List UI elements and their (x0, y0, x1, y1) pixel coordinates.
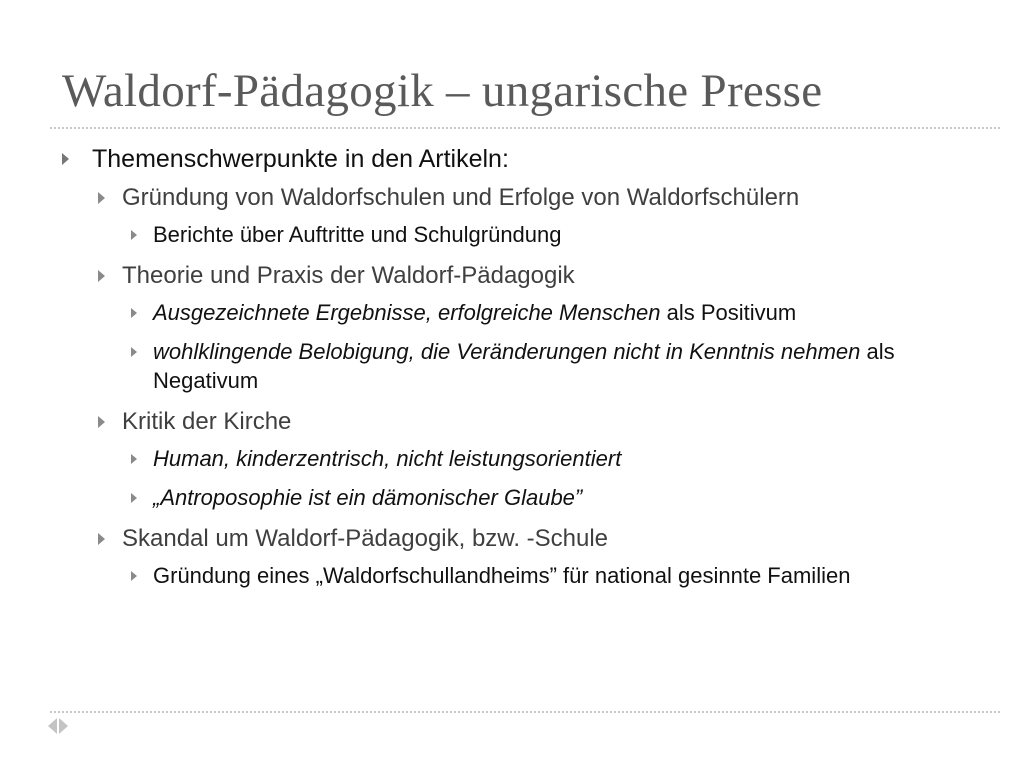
bullet-text: Kritik der Kirche (122, 408, 292, 435)
triangle-bullet-icon (131, 493, 137, 503)
bullet-level-1 (60, 143, 1000, 175)
bullet-list (60, 143, 1000, 600)
bullet-level-2 (92, 181, 1000, 214)
bullet-text: „Antroposophie ist ein dämonischer Glaube” (153, 485, 583, 510)
bullet-level-3 (122, 483, 1000, 512)
bullet-level-3 (122, 337, 1000, 395)
triangle-bullet-icon (131, 347, 137, 357)
nav-prev-icon[interactable] (48, 718, 57, 734)
slide-nav-arrows-icon[interactable] (48, 718, 68, 734)
bullet-text: Gründung von Waldorfschulen und Erfolge von Waldorfschülern (122, 184, 800, 211)
bullet-text: Gründung eines „Waldorfschullandheims” für national gesinnte Familien (153, 563, 851, 588)
slide-title: Waldorf-Pädagogik – ungarische Presse (62, 65, 823, 117)
bullet-text: Berichte über Auftritte und Schulgründung (153, 222, 562, 247)
triangle-bullet-icon (131, 230, 137, 240)
bullet-level-3 (122, 444, 1000, 473)
title-divider (50, 127, 1000, 129)
bullet-text: als Positivum (660, 300, 797, 325)
footer-divider (50, 711, 1000, 713)
bullet-text: Themenschwerpunkte in den Artikeln: (92, 145, 509, 173)
bullet-level-3 (122, 298, 1000, 327)
bullet-text: Skandal um Waldorf-Pädagogik, bzw. -Schule (122, 525, 609, 552)
bullet-level-2 (92, 522, 1000, 555)
bullet-level-2 (92, 259, 1000, 292)
triangle-bullet-icon (98, 533, 105, 545)
bullet-text: Human, kinderzentrisch, nicht leistungsorientiert (153, 446, 622, 471)
triangle-bullet-icon (98, 270, 105, 282)
bullet-level-3 (122, 561, 1000, 590)
triangle-bullet-icon (131, 308, 137, 318)
nav-next-icon[interactable] (59, 718, 68, 734)
triangle-bullet-icon (98, 416, 105, 428)
triangle-bullet-icon (62, 153, 69, 165)
bullet-text: als Negativum (153, 339, 895, 393)
bullet-text: wohlklingende Belobigung, die Veränderungen nicht in Kenntnis nehmen (153, 339, 861, 364)
triangle-bullet-icon (131, 571, 137, 581)
triangle-bullet-icon (131, 454, 137, 464)
bullet-level-3 (122, 220, 1000, 249)
bullet-text: Theorie und Praxis der Waldorf-Pädagogik (122, 262, 575, 289)
bullet-text: Ausgezeichnete Ergebnisse, erfolgreiche Menschen (153, 300, 661, 325)
bullet-level-2 (92, 405, 1000, 438)
triangle-bullet-icon (98, 192, 105, 204)
